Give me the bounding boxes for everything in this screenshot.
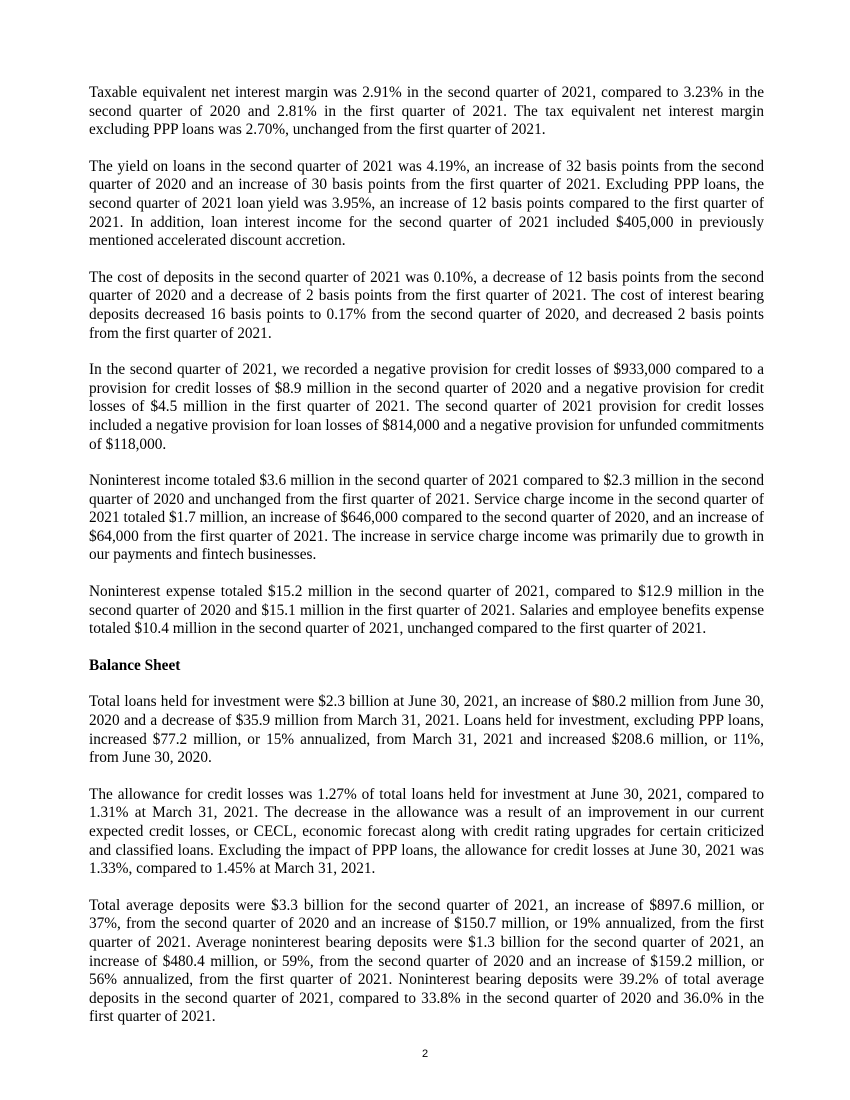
paragraph-allowance-credit-losses: The allowance for credit losses was 1.27% of total loans held for investment at June 30, 2021, compared to 1.31% at March 31, 2021. The decrease in the allowance was a result of an improvement in our current expected credit losses, or CECL, economic forecast along with credit rating upgrades for certain criticized and classified loans. Excluding the impact of PPP loans, the allowance for credit losses at June 30, 2021 was 1.33%, compared to 1.45% at March 31, 2021. (89, 785, 764, 878)
paragraph-provision-credit-losses: In the second quarter of 2021, we recorded a negative provision for credit losses of $933,000 compared to a provision for credit losses of $8.9 million in the second quarter of 2020 and a negative provision for credit losses of $4.5 million in the first quarter of 2021. The second quarter of 2021 provision for credit losses included a negative provision for loan losses of $814,000 and a negative provision for unfunded commitments of $118,000. (89, 361, 764, 453)
paragraph-loan-yield: The yield on loans in the second quarter of 2021 was 4.19%, an increase of 32 basis points from the second quarter of 2020 and an increase of 30 basis points from the first quarter of 2021. Excluding PPP loans, the second quarter of 2021 loan yield was 3.95%, an increase of 12 basis points compared to the first quarter of 2021. In addition, loan interest income for the second quarter of 2021 included $405,000 in previously mentioned accelerated discount accretion. (89, 157, 764, 250)
paragraph-noninterest-expense: Noninterest expense totaled $15.2 million in the second quarter of 2021, compared to $12.9 million in the second quarter of 2020 and $15.1 million in the first quarter of 2021. Salaries and employee benefits expense totaled $10.4 million in the second quarter of 2021, unchanged compared to the first quarter of 2021. (89, 583, 764, 638)
paragraph-average-deposits: Total average deposits were $3.3 billion for the second quarter of 2021, an increase of $897.6 million, or 37%, from the second quarter of 2020 and an increase of $150.7 million, or 19% annualized, from the first quarter of 2021. Average noninterest bearing deposits were $1.3 billion for the second quarter of 2021, an increase of $480.4 million, or 59%, from the second quarter of 2020 and an increase of $159.2 million, or 56% annualized, from the first quarter of 2021. Noninterest bearing deposits were 39.2% of total average deposits in the second quarter of 2021, compared to 33.8% in the second quarter of 2020 and 36.0% in the first quarter of 2021. (89, 896, 764, 1026)
paragraph-total-loans: Total loans held for investment were $2.3 billion at June 30, 2021, an increase of $80.2 million from June 30, 2020 and a decrease of $35.9 million from March 31, 2021. Loans held for investment, excluding PPP loans, increased $77.2 million, or 15% annualized, from March 31, 2021 and increased $208.6 million, or 11%, from June 30, 2020. (89, 693, 764, 767)
paragraph-cost-of-deposits: The cost of deposits in the second quarter of 2021 was 0.10%, a decrease of 12 basis points from the second quarter of 2020 and a decrease of 2 basis points from the first quarter of 2021. The cost of interest bearing deposits decreased 16 basis points to 0.17% from the second quarter of 2020, and decreased 2 basis points from the first quarter of 2021. (89, 268, 764, 342)
paragraph-net-interest-margin: Taxable equivalent net interest margin was 2.91% in the second quarter of 2021, compared to 3.23% in the second quarter of 2020 and 2.81% in the first quarter of 2021. The tax equivalent net interest margin excluding PPP loans was 2.70%, unchanged from the first quarter of 2021. (89, 84, 764, 139)
page-number: 2 (421, 1048, 429, 1060)
paragraph-noninterest-income: Noninterest income totaled $3.6 million in the second quarter of 2021 compared to $2.3 million in the second quarter of 2020 and unchanged from the first quarter of 2021. Service charge income in the second quarter of 2021 totaled $1.7 million, an increase of $646,000 compared to the second quarter of 2020, and an increase of $64,000 from the first quarter of 2021. The increase in service charge income was primarily due to growth in our payments and fintech businesses. (89, 472, 764, 564)
balance-sheet-heading: Balance Sheet (89, 656, 181, 674)
document-page (89, 84, 764, 1045)
